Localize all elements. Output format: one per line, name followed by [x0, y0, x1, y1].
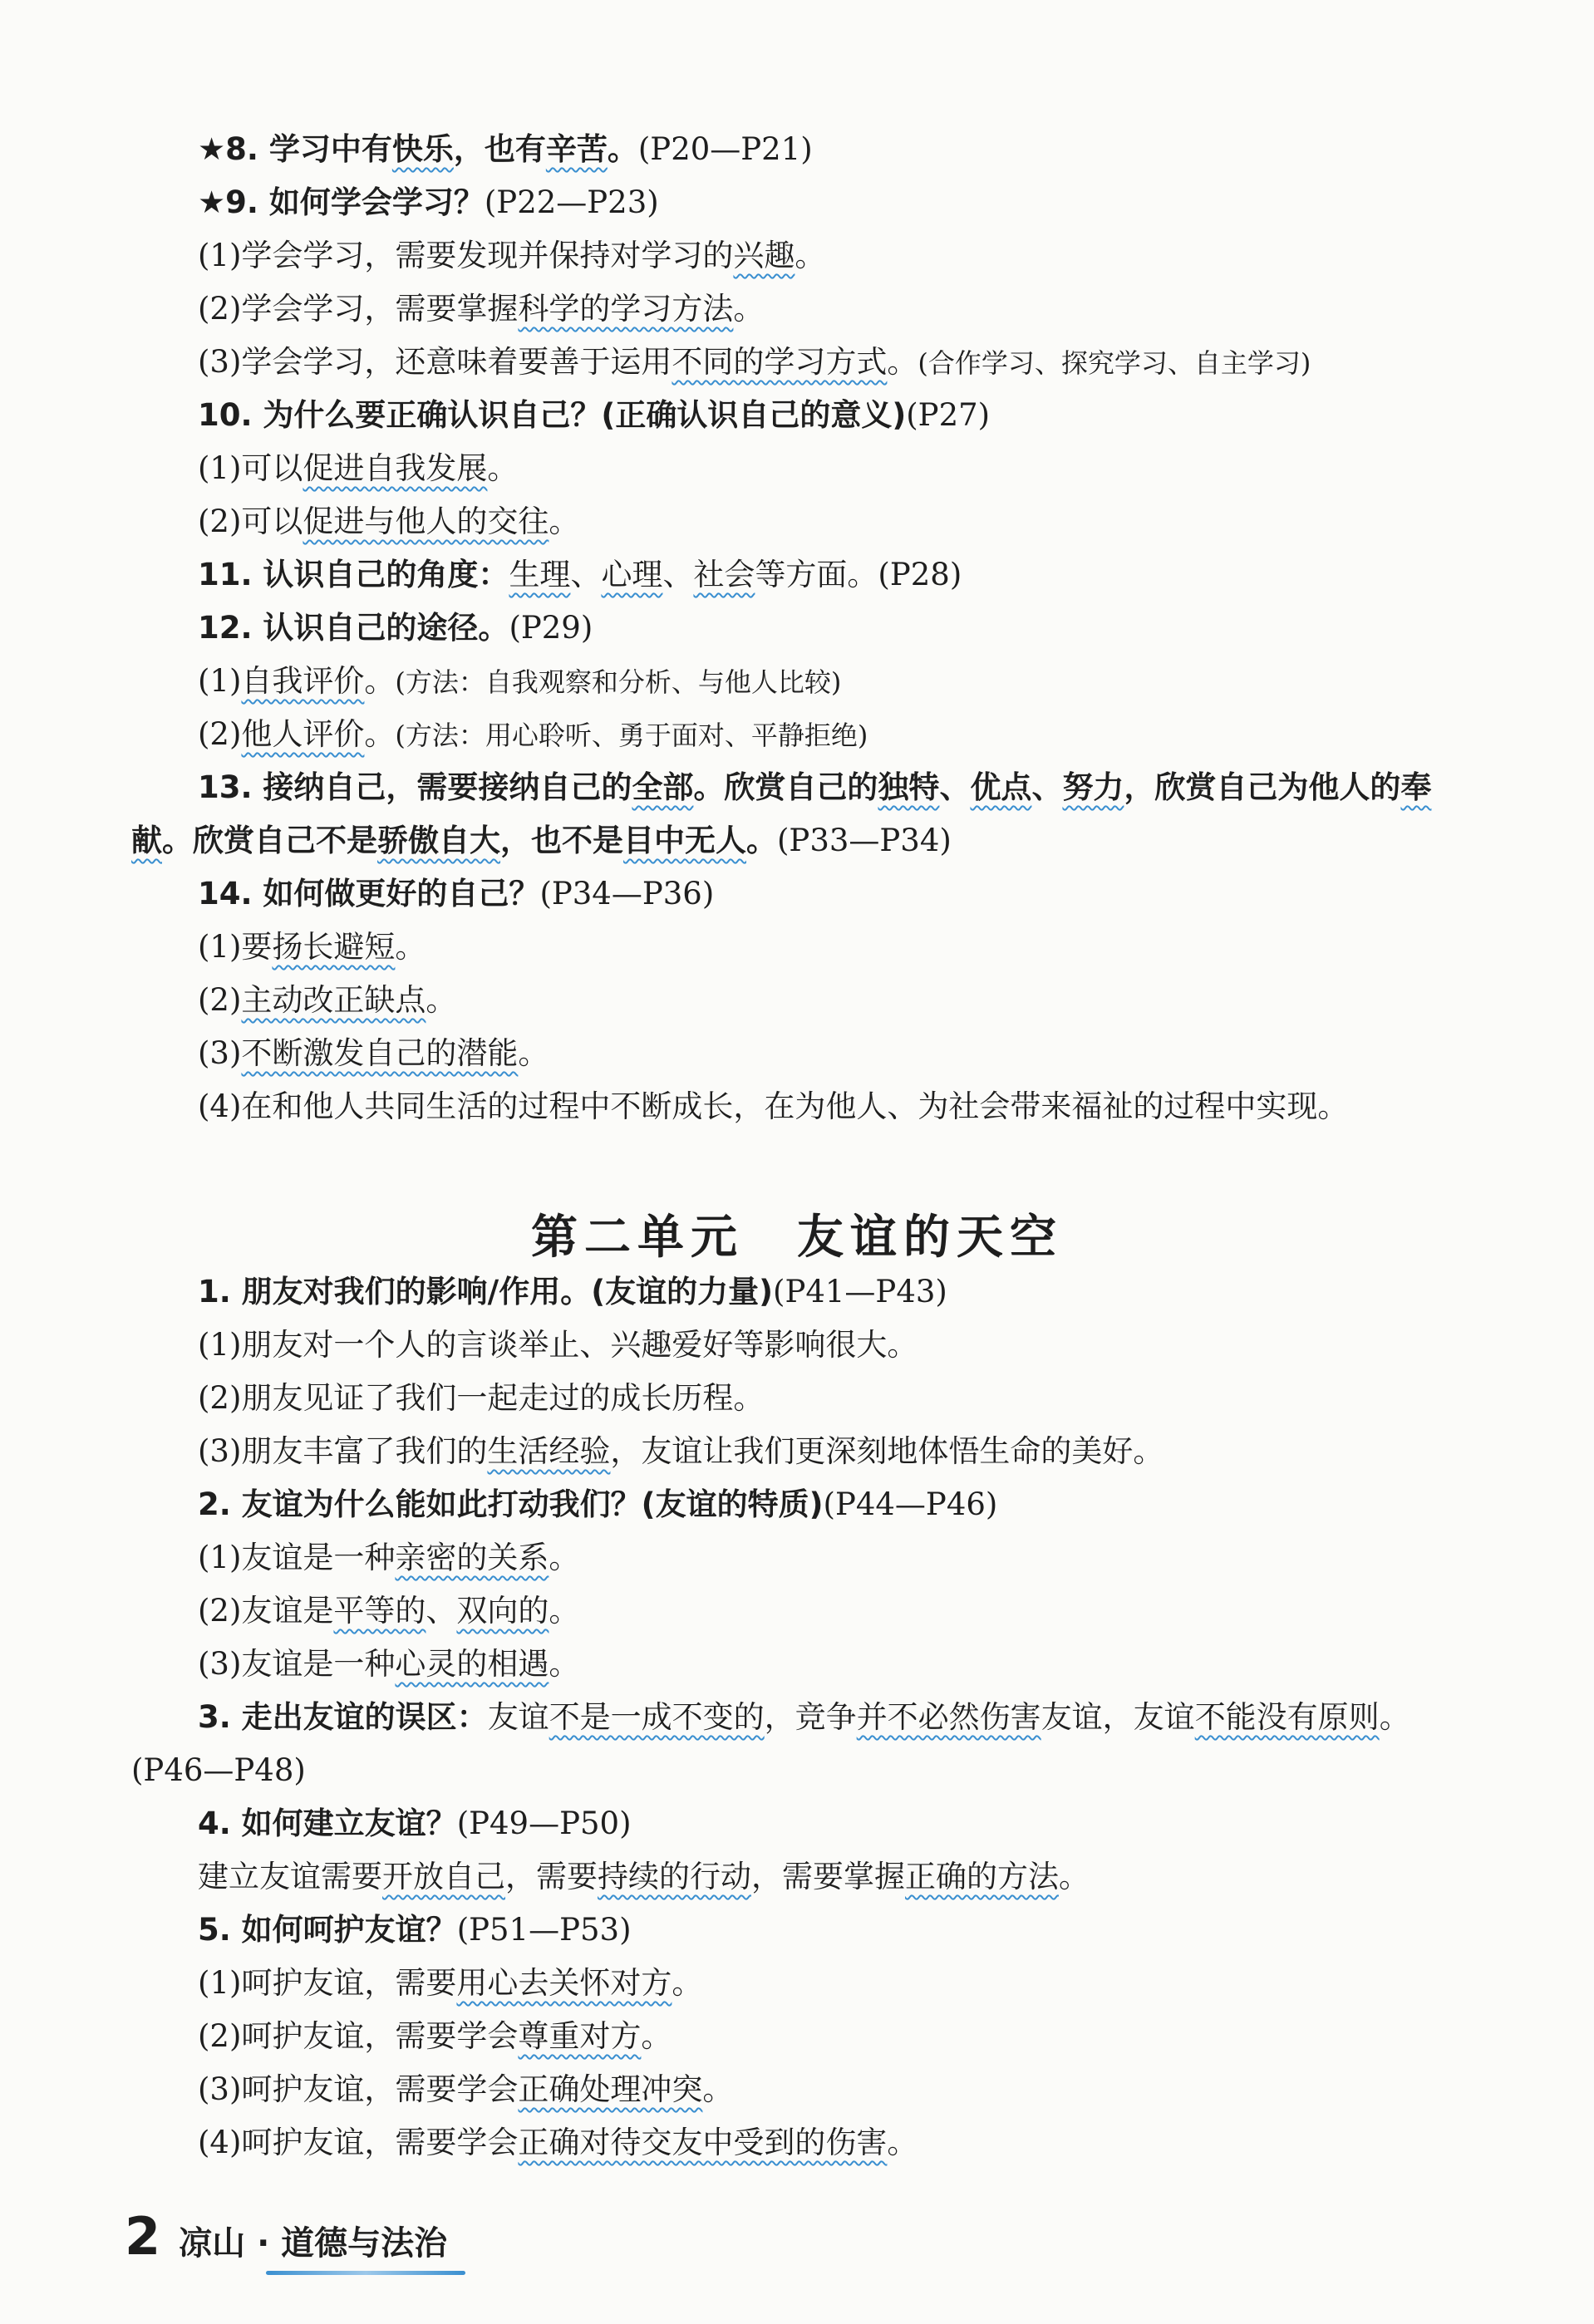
text-fragment: 。	[549, 1540, 580, 1575]
text-fragment: 、	[1031, 769, 1063, 805]
text-fragment: 。	[746, 823, 777, 858]
key-phrase: 正确对待交友中受到的伤害	[518, 2125, 888, 2160]
answer-line	[198, 1033, 549, 1074]
answer-line	[198, 661, 841, 703]
text-fragment: (P49—P50)	[456, 1806, 632, 1841]
text-fragment: 1. 朋友对我们的影响/作用。(友谊的力量)	[198, 1274, 774, 1309]
text-fragment: ，也不是	[500, 823, 623, 858]
question-heading	[198, 395, 990, 436]
key-phrase: 正确处理冲突	[518, 2071, 703, 2107]
text-fragment: 。	[887, 344, 918, 380]
answer-line	[198, 1856, 1090, 1898]
text-fragment: 。	[549, 1646, 580, 1682]
text-fragment: 。	[672, 1965, 703, 2001]
text-fragment: 、	[570, 557, 602, 592]
question-heading	[198, 182, 659, 224]
text-fragment: (2)朋友见证了我们一起走过的成长历程。	[198, 1380, 765, 1416]
text-fragment: ，友谊让我们更深刻地体悟生命的美好。	[610, 1433, 1164, 1469]
text-fragment: 。	[1059, 1859, 1090, 1894]
text-fragment: (1)	[198, 663, 242, 699]
text-fragment: ，需要	[505, 1859, 598, 1894]
text-fragment: (P46—P48)	[131, 1752, 306, 1788]
answer-line	[198, 1324, 918, 1366]
text-fragment: (2)友谊是	[198, 1593, 334, 1629]
key-phrase: 不能没有原则	[1194, 1699, 1380, 1735]
question-heading	[198, 1697, 1410, 1738]
answer-line	[198, 1644, 579, 1685]
question-heading	[198, 554, 962, 596]
question-heading	[198, 767, 1431, 808]
answer-line	[198, 980, 456, 1021]
text-fragment: 。	[549, 1593, 580, 1629]
key-phrase: 用心去关怀对方	[456, 1965, 672, 2001]
key-phrase: 独特	[878, 769, 940, 805]
text-fragment: (2)	[198, 716, 242, 752]
text-fragment: (1)要	[198, 929, 273, 965]
key-phrase: 心灵的相遇	[395, 1646, 549, 1682]
key-phrase: 目中无人	[623, 823, 746, 858]
text-fragment: 2. 友谊为什么能如此打动我们？(友谊的特质)	[198, 1486, 824, 1522]
key-phrase: 快乐	[391, 131, 454, 167]
question-heading	[198, 1271, 947, 1313]
text-fragment: 。	[607, 131, 638, 167]
key-phrase: 心理	[601, 557, 663, 592]
key-phrase: 扬长避短	[272, 929, 396, 965]
text-fragment: 友谊，友谊	[1041, 1699, 1195, 1735]
text-fragment: (P29)	[509, 610, 593, 646]
key-phrase: 并不必然伤害	[856, 1699, 1041, 1735]
text-fragment: (P27)	[906, 397, 991, 433]
text-fragment: 。	[364, 663, 396, 699]
text-fragment: (1)友谊是一种	[198, 1540, 396, 1575]
key-phrase: 双向的	[456, 1593, 549, 1629]
text-fragment: ，竞争	[764, 1699, 857, 1735]
text-fragment: 。	[364, 716, 396, 752]
key-phrase: 开放自己	[382, 1859, 505, 1894]
key-phrase: 他人评价	[241, 716, 365, 752]
text-fragment: 13. 接纳自己，需要接纳自己的	[198, 769, 632, 805]
question-heading	[198, 873, 714, 915]
text-fragment: 。	[1379, 1699, 1410, 1735]
answer-line	[198, 714, 868, 756]
question-heading	[198, 1803, 632, 1845]
key-phrase: 社会	[693, 557, 755, 592]
text-fragment: ，需要掌握	[751, 1859, 905, 1894]
key-phrase: 主动改正缺点	[241, 982, 426, 1018]
text-fragment: 4. 如何建立友谊？	[198, 1806, 457, 1841]
key-phrase: 不同的学习方式	[672, 344, 888, 380]
answer-line	[198, 2016, 672, 2057]
key-phrase: 辛苦	[545, 131, 608, 167]
text-fragment: ，欣赏自己为他人的	[1124, 769, 1401, 805]
text-fragment: 友谊	[487, 1699, 549, 1735]
text-fragment: (P20—P21)	[637, 131, 813, 167]
text-fragment: (合作学习、探究学习、自主学习)	[918, 347, 1311, 379]
text-fragment: (方法：自我观察和分析、与他人比较)	[395, 666, 842, 698]
key-phrase: 献	[131, 823, 162, 858]
text-fragment: 等方面。(P28)	[755, 557, 962, 592]
key-phrase: 优点	[970, 769, 1032, 805]
key-phrase: 自我评价	[241, 663, 365, 699]
text-fragment: (1)学会学习，需要发现并保持对学习的	[198, 238, 734, 273]
text-fragment: 。	[733, 291, 765, 327]
text-fragment: (3)友谊是一种	[198, 1646, 396, 1682]
key-phrase: 亲密的关系	[395, 1540, 549, 1575]
text-fragment: 。	[702, 2071, 734, 2107]
text-fragment: 建立友谊需要	[198, 1859, 382, 1894]
question-heading	[131, 820, 952, 862]
text-fragment: (2)	[198, 982, 242, 1018]
key-phrase: 生理	[509, 557, 571, 592]
text-fragment: (2)可以	[198, 504, 303, 539]
text-fragment: ★8. 学习中有	[198, 131, 392, 167]
text-fragment: (P22—P23)	[484, 184, 659, 220]
answer-line	[198, 1590, 579, 1632]
question-heading	[198, 1909, 632, 1951]
key-phrase: 不是一成不变的	[549, 1699, 765, 1735]
text-fragment: 。	[518, 1035, 549, 1071]
answer-line	[198, 2069, 733, 2110]
footer-accent-bar	[266, 2271, 465, 2275]
text-fragment: (P44—P46)	[823, 1486, 998, 1522]
answer-line	[198, 341, 1311, 384]
text-fragment: 3. 走出友谊的误区：	[198, 1699, 488, 1735]
text-fragment: ，也有	[453, 131, 546, 167]
text-fragment: (1)呵护友谊，需要	[198, 1965, 457, 2001]
text-fragment: (方法：用心聆听、勇于面对、平静拒绝)	[395, 720, 868, 751]
text-fragment: (3)朋友丰富了我们的	[198, 1433, 488, 1469]
text-fragment: 。	[487, 450, 519, 486]
text-fragment: 。	[426, 982, 457, 1018]
text-fragment: 12. 认识自己的途径。	[198, 610, 509, 646]
key-phrase: 正确的方法	[905, 1859, 1059, 1894]
unit-title: 第二单元 友谊的天空	[531, 1211, 1063, 1265]
key-phrase: 尊重对方	[518, 2018, 642, 2054]
question-heading	[198, 129, 813, 170]
answer-line	[198, 1963, 702, 2004]
text-fragment: (P51—P53)	[456, 1912, 632, 1948]
answer-line	[198, 1537, 579, 1579]
key-phrase: 持续的行动	[598, 1859, 751, 1894]
text-fragment: 。欣赏自己不是	[162, 823, 377, 858]
book-title: 凉山 · 道德与法治	[179, 2224, 448, 2263]
answer-line	[198, 1086, 1348, 1128]
text-fragment: 、	[662, 557, 694, 592]
key-phrase: 促进与他人的交往	[303, 504, 549, 539]
text-fragment: 10. 为什么要正确认识自己？(正确认识自己的意义)	[198, 397, 907, 433]
answer-line	[198, 926, 426, 968]
answer-line	[198, 2122, 918, 2164]
text-fragment: 11. 认识自己的角度：	[198, 557, 509, 592]
text-fragment: 。	[395, 929, 426, 965]
key-phrase: 奉	[1400, 769, 1432, 805]
text-fragment: 5. 如何呵护友谊？	[198, 1912, 457, 1948]
key-phrase: 科学的学习方法	[518, 291, 734, 327]
text-fragment: (P34—P36)	[539, 876, 715, 911]
text-fragment: ★9. 如何学会学习？	[198, 184, 485, 220]
text-fragment: (3)呵护友谊，需要学会	[198, 2071, 519, 2107]
answer-line	[198, 1431, 1164, 1472]
answer-line	[198, 501, 579, 543]
question-heading	[198, 607, 593, 649]
key-phrase: 生活经验	[487, 1433, 611, 1469]
key-phrase: 兴趣	[733, 238, 795, 273]
text-fragment: 14. 如何做更好的自己？	[198, 876, 540, 911]
page-number: 2	[125, 2206, 161, 2267]
text-fragment: 。欣赏自己的	[693, 769, 878, 805]
key-phrase: 努力	[1062, 769, 1124, 805]
text-fragment: (1)可以	[198, 450, 303, 486]
text-fragment: 、	[939, 769, 971, 805]
answer-line	[198, 1378, 764, 1419]
key-phrase: 骄傲自大	[377, 823, 500, 858]
answer-line	[131, 1750, 306, 1791]
text-fragment: (2)学会学习，需要掌握	[198, 291, 519, 327]
text-fragment: (P41—P43)	[773, 1274, 947, 1309]
text-fragment: (4)在和他人共同生活的过程中不断成长，在为他人、为社会带来福祉的过程中实现。	[198, 1088, 1349, 1124]
text-fragment: 。	[795, 238, 826, 273]
answer-line	[198, 288, 764, 330]
text-fragment: 。	[887, 2125, 918, 2160]
answer-line	[198, 235, 825, 277]
page-footer	[125, 2206, 447, 2267]
text-fragment: (3)	[198, 1035, 242, 1071]
text-fragment: 。	[641, 2018, 672, 2054]
key-phrase: 不断激发自己的潜能	[241, 1035, 519, 1071]
key-phrase: 全部	[632, 769, 694, 805]
text-fragment: (1)朋友对一个人的言谈举止、兴趣爱好等影响很大。	[198, 1327, 918, 1363]
text-fragment: (P33—P34)	[777, 823, 952, 858]
key-phrase: 促进自我发展	[303, 450, 488, 486]
text-fragment: 、	[426, 1593, 457, 1629]
text-fragment: (2)呵护友谊，需要学会	[198, 2018, 519, 2054]
text-fragment: (4)呵护友谊，需要学会	[198, 2125, 519, 2160]
key-phrase: 平等的	[333, 1593, 426, 1629]
question-heading	[198, 1484, 997, 1526]
text-fragment: 。	[549, 504, 580, 539]
text-fragment: (3)学会学习，还意味着要善于运用	[198, 344, 672, 380]
answer-line	[198, 448, 518, 489]
